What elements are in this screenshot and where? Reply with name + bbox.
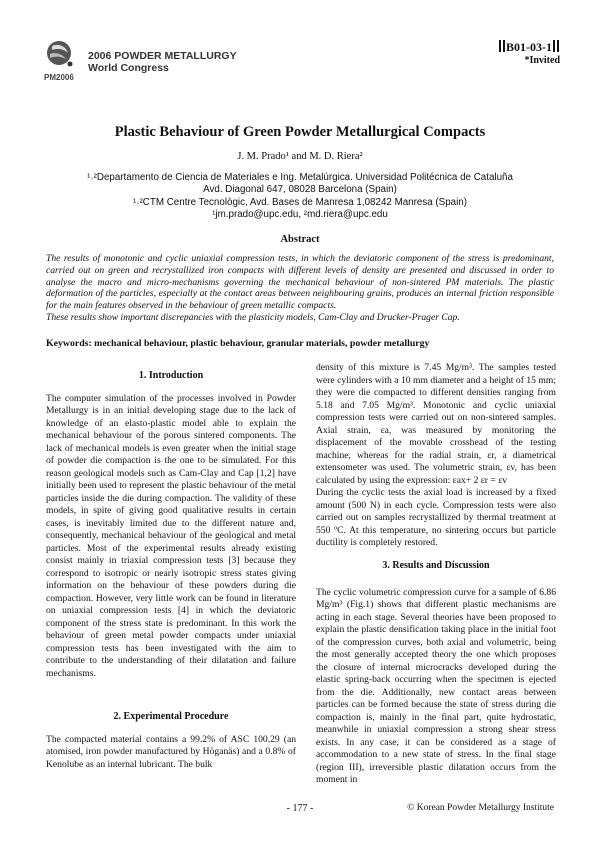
page-number: - 177 - — [286, 803, 314, 814]
left-column-lower — [46, 711, 296, 771]
invited-label: *Invited — [524, 55, 560, 66]
experimental-text-cyclic: During the cyclic tests the axial load is increased by a fixed amount (500 N) in each cycle. Compression tests were also carried out on samples recrystallized by thermal treatment at 550 ºC. At this temperature, no sintering occurs but particle ductility is completely restored. — [316, 487, 556, 548]
affiliation-line: Avd. Diagonal 647, 08028 Barcelona (Spain) — [203, 184, 397, 196]
paper-title: Plastic Behaviour of Green Powder Metallurgical Compacts — [114, 124, 486, 140]
results-text: The cyclic volumetric compression curve for a sample of 6.86 Mg/m³ (Fig.1) shows that different plastic mechanisms are acting in each stage. Several theories have been proposed to explain the plastic densification taking place in the initial foot of the compression curves, both axial and volumetric, being the most generally accepted theory the one which proposes the closure of internal microcracks developed during the elastic spring-back occurring when the specimen is ejected from the die. Additionally, new contact areas between particles can be formed because the state of stress during die compaction is, mainly in the final part, quite hydrostatic, meanwhile in uniaxial compression a strong shear stress exists. In any case, it can be considered as a stage of accommodation to a new state of stress. In the final stage (region III), irreversible plastic dilatation occurs from the moment in — [316, 586, 556, 785]
experimental-text-continued: density of this mixture is 7.45 Mg/m³. The samples tested were cylinders with a 10 mm diameter and a height of 15 mm; they were die compacted to different densities ranging from 5.18 and 7.05 Mg/m³. Monotonic and cyclic uniaxial compression tests were carried out on non-sintered samples. Axial strain, εa, was measured by monitoring the displacement of the movable crosshead of the testing machine, whereas for the radial strain, εr, a diametrical extensometer was used. The volumetric strain, εv, has been calculated by using the expression: εax+ 2 εr = εv — [316, 362, 556, 486]
affiliations — [0, 172, 600, 221]
logo-text: PM2006 — [44, 73, 74, 82]
conference-name: 2006 POWDER METALLURGY — [88, 50, 237, 62]
abstract-paragraph: The results of monotonic and cyclic uniaxial compression tests, in which the deviatoric component of the stress is predominant, carried out on green and recrystallized iron compacts with different levels of density are presented and discussed in order to analyse the macro and micro-mechanisms governing the mechanical behaviour of non-sintered PM materials. The plastic deformation of the particles, especially at the contact areas between neighbouring grains, produces an internal friction responsible for the main features observed in the behaviour of green metallic compacts. — [46, 253, 554, 312]
copyright: © Korean Powder Metallurgy Institute — [407, 803, 554, 813]
abstract-text — [46, 253, 554, 324]
abstract-paragraph: These results show important discrepancies with the plasticity models, Cam-Clay and Drucker-Prager Cap. — [46, 311, 460, 323]
section-heading-introduction: 1. Introduction — [138, 370, 204, 381]
section-heading-results: 3. Results and Discussion — [382, 560, 490, 571]
paper-code-text: B01-03-1 — [506, 40, 552, 54]
paper-code — [498, 40, 560, 55]
keywords: Keywords: mechanical behaviour, plastic behaviour, granular materials, powder metallurgy — [46, 338, 430, 349]
section-heading-experimental: 2. Experimental Procedure — [113, 711, 229, 722]
introduction-text: The computer simulation of the processes involved in Powder Metallurgy is in an initial developing stage due to the lack of knowledge of an elasto-plastic model able to explain the mechanical behaviour of the porous sintered components. The lack of mechanical models is even greater when the initial stage of powder die compaction is the one to be simulated. For this reason geological models such as Cam-Clay and Cap [1,2] have initially been used to represent the plastic behaviour of the metal particles inside the die during compaction. The validity of these models, in spite of giving good qualitative results in certain cases, is inevitably limited due to the different nature and, consequently, mechanical behaviour of the geological and metal particles. Most of the experimental results already existing consist mainly in triaxial compression tests [3] because they correspond to isotropic or nearly isotropic stress states giving information on the behaviour of these powders during die compaction. However, very little work can be found in literature on uniaxial compression tests [4] in which the deviatoric component of the stress state is predominant. In this work the behaviour of green metal powder compacts under uniaxial compression tests has been investigated with the aim to contribute to the understanding of their dilatation and failure mechanisms. — [46, 392, 296, 679]
right-column-lower — [316, 560, 556, 787]
affiliation-line: ¹˒²Departamento de Ciencia de Materiales e Ing. Metalúrgica. Universidad Politécnica de Cataluña — [87, 172, 513, 183]
right-column — [316, 362, 556, 550]
left-column — [46, 370, 296, 680]
affiliation-line: ¹jm.prado@upc.edu, ²md.riera@upc.edu — [212, 208, 388, 220]
abstract-heading: Abstract — [280, 234, 320, 245]
affiliation-line: ¹˒²CTM Centre Tecnològic, Avd. Bases de Manresa 1,08242 Manresa (Spain) — [133, 196, 467, 208]
experimental-text: The compacted material contains a 99.2% of ASC 100.29 (an atomised, iron powder manufactured by Höganäs) and a 0.8% of Kenolube as an internal lubricant. The bulk — [46, 733, 296, 770]
authors: J. M. Prado¹ and M. D. Riera² — [237, 151, 363, 162]
conference-subtitle: World Congress — [88, 62, 169, 74]
